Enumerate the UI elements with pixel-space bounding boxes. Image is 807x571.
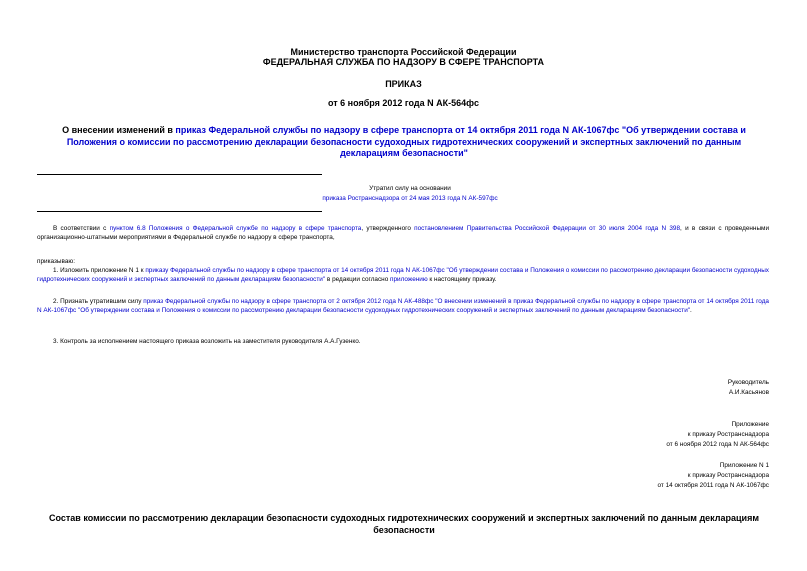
preamble-text-2: , утвержденного [361,225,415,232]
regulation-link[interactable]: пунктом 6.8 Положения о Федеральной службе по надзору в сфере транспорта [109,225,362,232]
title-prefix: О внесении изменений в [62,125,176,135]
divider-top [37,174,322,175]
signature-role: Руководитель [727,379,769,386]
item-2-order-link[interactable]: приказ Федеральной службы по надзору в сфере транспорта от 2 октября 2012 года N АК-488фс "О внесении изменений в приказ Федеральной службы по надзору в сфере транспорта от 14 октября 2011 года N АК-1067фс "Об утверждении состава и Положения о комиссии по рассмотрению декларации безопасности судоходных гидротехнических сооружений и экспертных заключений по данным декларациям безопасности" [37,298,769,314]
item-1-appendix-link[interactable]: приложению [390,276,428,283]
appendix-n1-ref: к приказу Ространснадзора [687,472,769,479]
item-1-paragraph [37,266,769,284]
service-name: ФЕДЕРАЛЬНАЯ СЛУЖБА ПО НАДЗОРУ В СФЕРЕ ТРАНСПОРТА [262,57,545,67]
composition-title: Состав комиссии по рассмотрению декларации безопасности судоходных гидротехнических сооружений и экспертных заключений по данным декларациям безопасности [48,513,759,535]
appendix-label: Приложение [731,421,769,428]
preamble-text-1: В соответствии с [53,225,110,232]
government-resolution-link[interactable]: постановлением Правительства Российской Федерации от 30 июля 2004 года N 398 [414,225,681,232]
preamble-text-3: , и в связи с проведенными организационно-штатными мероприятиями в Федеральной службе по надзору в сфере транспорта, [37,225,770,241]
title-amended-order-link[interactable]: приказ Федеральной службы по надзору в сфере транспорта от 14 октября 2011 года N АК-1067фс [175,125,620,135]
preamble-paragraph [37,224,769,242]
doc-type: ПРИКАЗ [385,79,422,89]
appendix-ref: к приказу Ространснадзора [687,431,769,438]
repeal-link[interactable]: приказа Ространснадзора от 24 мая 2013 года N АК-597фс [322,195,498,202]
page-title [36,125,772,160]
item-2-paragraph [37,297,769,315]
item-2-text-1: 2. Признать утратившим силу [53,298,144,305]
appendix-n1-label: Приложение N 1 [719,462,769,469]
title-suffix[interactable]: "Об утверждении состава и Положения о комиссии по рассмотрению декларации безопасности судоходных гидротехнических сооружений и экспертных заключений по данным декларациям безопасности" [66,125,746,158]
item-1-order-link[interactable]: приказу Федеральной службы по надзору в сфере транспорта от 14 октября 2011 года N АК-1067фс "Об утверждении состава и Положения о комиссии по рассмотрению декларации безопасности судоходных гидротехнических сооружений и экспертных заключений по данным декларациям безопасности" [37,267,770,283]
item-2-text-2: . [690,307,692,314]
repeal-line1: Утратил силу на основании [369,185,451,192]
appendix-date: от 6 ноября 2012 года N АК-564фс [666,441,769,448]
signature-name: А.И.Касьянов [728,389,769,396]
item-1-text-1: 1. Изложить приложение N 1 к [53,267,146,274]
item-1-text-3: к настоящему приказу. [427,276,497,283]
appendix-n1-date: от 14 октября 2011 года N АК-1067фс [657,482,769,489]
doc-date: от 6 ноября 2012 года N АК-564фс [327,98,480,108]
ministry-name: Министерство транспорта Российской Федерации [290,47,517,57]
order-word: приказываю: [37,258,75,265]
divider-bottom [37,211,322,212]
item-1-text-2: в редакции согласно [325,276,391,283]
item-3-paragraph: 3. Контроль за исполнением настоящего приказа возложить на заместителя руководителя А.А.Гузенко. [53,338,361,345]
